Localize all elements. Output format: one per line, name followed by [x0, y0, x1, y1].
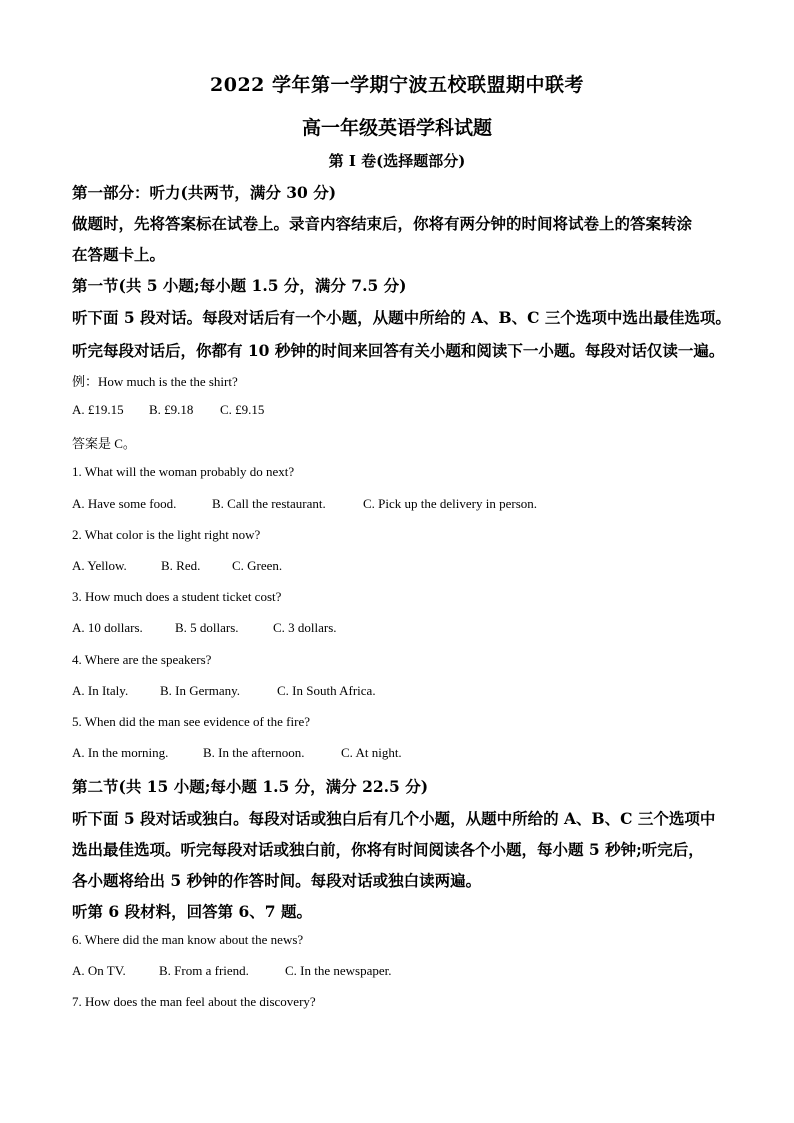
section1-instruction-line: 听下面 5 段对话。每段对话后有一个小题，从题中所给的 A、B、C 三个选项中选出最佳选项。: [72, 308, 731, 327]
question: 1. What will the woman probably do next?: [72, 464, 295, 479]
question-options: [72, 963, 392, 979]
section1-heading: 第一节(共 5 小题;每小题 1.5 分，满分 7.5 分): [72, 276, 407, 295]
question-options: [72, 620, 337, 636]
question: 7. How does the man feel about the discovery?: [72, 994, 316, 1009]
part1-instruction-line: 在答题卡上。: [72, 245, 166, 264]
section2-instruction-line: 各小题将给出 5 秒钟的作答时间。每段对话或独白读两遍。: [72, 871, 482, 890]
option: C. In South Africa.: [277, 683, 376, 698]
section2-instruction-line: 听下面 5 段对话或独白。每段对话或独白后有几个小题，从题中所给的 A、B、C 三个选项中: [72, 809, 716, 828]
exam-subtitle: 高一年级英语学科试题: [301, 117, 492, 139]
option: C. At night.: [341, 745, 402, 760]
option: C. Green.: [232, 558, 283, 573]
example-question: 例：How much is the the shirt?: [72, 374, 238, 389]
option: B. £9.18: [149, 402, 194, 417]
part1-heading: 第一部分：听力(共两节，满分 30 分): [72, 183, 337, 202]
question: 4. Where are the speakers?: [72, 652, 212, 667]
material-heading: 听第 6 段材料，回答第 6、7 题。: [72, 902, 312, 921]
question: 6. Where did the man know about the news?: [72, 932, 304, 947]
option: B. From a friend.: [159, 963, 249, 978]
option: A. On TV.: [72, 963, 126, 978]
option: C. Pick up the delivery in person.: [363, 496, 538, 511]
part1-instruction-line: 做题时，先将答案标在试卷上。录音内容结束后，你将有两分钟的时间将试卷上的答案转涂: [72, 214, 693, 233]
option: B. 5 dollars.: [175, 620, 239, 635]
volume-heading: 第 I 卷(选择题部分): [328, 152, 466, 170]
option: A. In the morning.: [72, 745, 169, 760]
option: B. In Germany.: [160, 683, 241, 698]
exam-title: 2022 学年第一学期宁波五校联盟期中联考: [210, 74, 584, 96]
question: 5. When did the man see evidence of the fire?: [72, 714, 310, 729]
question-options: [72, 558, 282, 574]
option: B. Red.: [161, 558, 201, 573]
option: C. £9.15: [220, 402, 265, 417]
option: A. Have some food.: [72, 496, 177, 511]
question: 3. How much does a student ticket cost?: [72, 589, 282, 604]
example-answer: 答案是 C。: [72, 436, 136, 451]
question-options: [72, 745, 402, 761]
question: 2. What color is the light right now?: [72, 527, 261, 542]
section2-instruction-line: 选出最佳选项。听完每段对话或独白前，你将有时间阅读各个小题，每小题 5 秒钟;听完后，: [72, 840, 704, 859]
option: A. £19.15: [72, 402, 124, 417]
option: C. 3 dollars.: [273, 620, 337, 635]
option: A. In Italy.: [72, 683, 129, 698]
option: A. Yellow.: [72, 558, 127, 573]
section2-heading: 第二节(共 15 小题;每小题 1.5 分，满分 22.5 分): [72, 777, 429, 796]
option: A. 10 dollars.: [72, 620, 143, 635]
option: C. In the newspaper.: [285, 963, 392, 978]
section1-instruction-line: 听完每段对话后，你都有 10 秒钟的时间来回答有关小题和阅读下一小题。每段对话仅读一遍。: [72, 341, 725, 360]
question-options: [72, 496, 537, 512]
example-options: [72, 402, 264, 418]
option: B. Call the restaurant.: [212, 496, 326, 511]
option: B. In the afternoon.: [203, 745, 305, 760]
question-options: [72, 683, 376, 699]
